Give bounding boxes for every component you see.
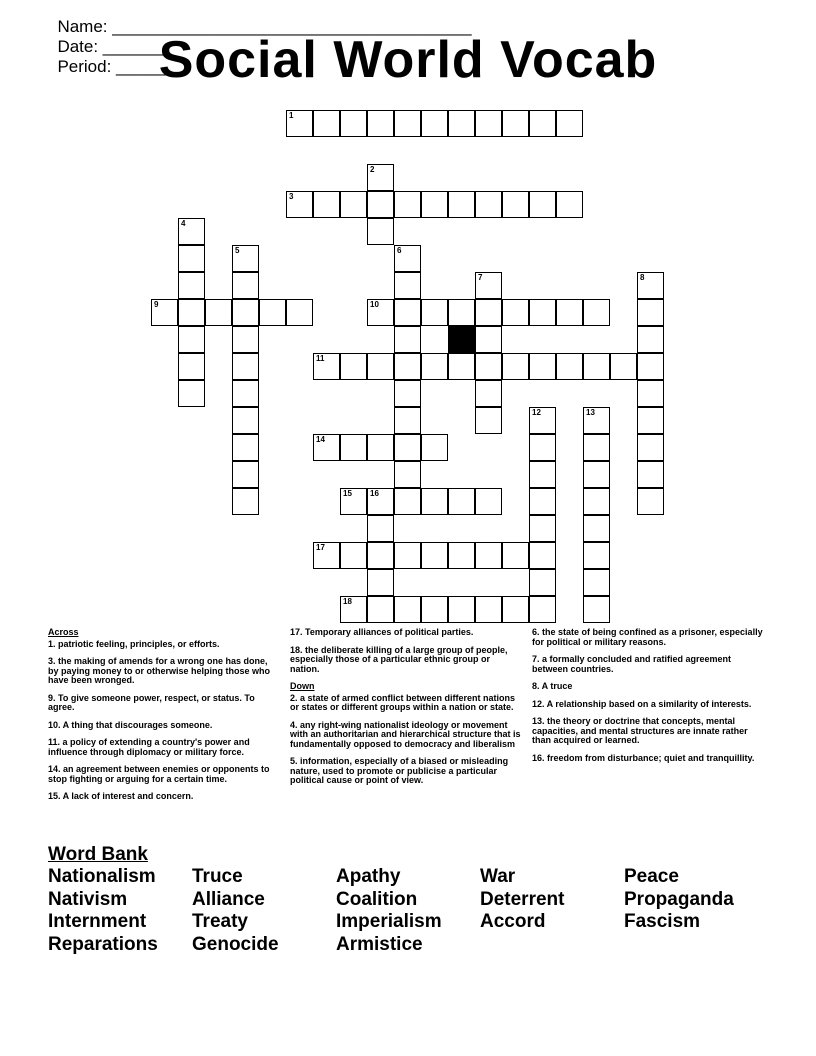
clue: 4. any right-wing nationalist ideology or movement with an authoritarian and hierarchical structure that is fundamentally opposed to democracy and liberalism: [290, 719, 521, 749]
grid-cell[interactable]: [367, 542, 394, 569]
clue-number: 18: [343, 597, 352, 606]
grid-cell[interactable]: [610, 353, 637, 380]
grid-cell[interactable]: [556, 299, 583, 326]
grid-cell[interactable]: [529, 542, 556, 569]
grid-cell[interactable]: [637, 434, 664, 461]
grid-cell[interactable]: [637, 326, 664, 353]
grid-cell[interactable]: [394, 542, 421, 569]
grid-cell[interactable]: [637, 272, 664, 299]
grid-cell[interactable]: [475, 380, 502, 407]
grid-cell[interactable]: [394, 326, 421, 353]
grid-cell[interactable]: [637, 353, 664, 380]
grid-cell[interactable]: [313, 110, 340, 137]
page-title: Social World Vocab: [158, 31, 658, 89]
grid-cell[interactable]: [637, 380, 664, 407]
clue: 8. A truce: [532, 681, 573, 691]
grid-cell[interactable]: [286, 191, 313, 218]
clue: 13. the theory or doctrine that concepts, mental capacities, and mental structures are innate rather than acquired or learned.: [532, 716, 748, 745]
grid-cell[interactable]: [583, 596, 610, 623]
clue-number: 3: [289, 192, 294, 201]
clue-number: 17: [316, 543, 325, 552]
clue: 7. a formally concluded and ratified agreement between countries.: [532, 654, 732, 674]
clue: 2. a state of armed conflict between different nations or states or different groups within a nation or state.: [290, 692, 516, 712]
word-bank-word: Nativism: [48, 888, 128, 910]
grid-cell[interactable]: [583, 461, 610, 488]
grid-cell[interactable]: [394, 488, 421, 515]
grid-cell[interactable]: [421, 434, 448, 461]
grid-cell[interactable]: [421, 488, 448, 515]
grid-cell[interactable]: [367, 164, 394, 191]
clue: 17. Temporary alliances of political parties.: [290, 627, 474, 637]
word-bank-word: Imperialism: [336, 911, 442, 933]
clue-number: 9: [154, 300, 159, 309]
clue-number: 16: [370, 489, 379, 498]
clues-column-2: [290, 628, 522, 794]
grid-cell[interactable]: [448, 299, 475, 326]
clue-number: 11: [316, 354, 325, 363]
grid-cell[interactable]: [421, 353, 448, 380]
grid-cell[interactable]: [232, 245, 259, 272]
grid-cell[interactable]: [529, 515, 556, 542]
clues-column-3: [532, 628, 764, 771]
clue-number: 1: [289, 111, 294, 120]
grid-cell[interactable]: [340, 191, 367, 218]
grid-cell[interactable]: [232, 407, 259, 434]
grid-cell[interactable]: [421, 596, 448, 623]
clue: 1. patriotic feeling, principles, or efforts.: [48, 638, 220, 649]
clue-number: 4: [181, 219, 186, 228]
grid-cell[interactable]: [178, 353, 205, 380]
grid-cell[interactable]: [583, 569, 610, 596]
grid-cell[interactable]: [367, 488, 394, 515]
grid-cell[interactable]: [475, 191, 502, 218]
grid-cell[interactable]: [448, 353, 475, 380]
word-bank-word: Nationalism: [48, 866, 156, 887]
grid-cell[interactable]: [583, 299, 610, 326]
grid-cell[interactable]: [232, 488, 259, 515]
clue: 9. To give someone power, respect, or status. To agree.: [48, 692, 255, 712]
grid-cell[interactable]: [367, 569, 394, 596]
clue-number: 8: [640, 273, 645, 282]
grid-cell[interactable]: [529, 353, 556, 380]
grid-cell[interactable]: [475, 596, 502, 623]
down-heading: Down: [290, 681, 315, 691]
grid-cell[interactable]: [286, 299, 313, 326]
name-field[interactable]: Name: ______________________________________: [57, 17, 472, 36]
clue-number: 14: [316, 435, 325, 444]
grid-cell[interactable]: [367, 191, 394, 218]
word-bank-word: Internment: [48, 911, 147, 933]
grid-cell[interactable]: [529, 434, 556, 461]
grid-cell[interactable]: [637, 488, 664, 515]
grid-cell[interactable]: [178, 299, 205, 326]
grid-cell[interactable]: [232, 272, 259, 299]
word-bank-word: Deterrent: [480, 888, 565, 910]
clue-number: 15: [343, 489, 352, 498]
grid-cell[interactable]: [394, 110, 421, 137]
clues-column-1: [48, 628, 280, 810]
grid-cell[interactable]: [394, 272, 421, 299]
grid-cell[interactable]: [340, 353, 367, 380]
grid-cell[interactable]: [340, 110, 367, 137]
clue-number: 13: [586, 408, 595, 417]
grid-cell[interactable]: [421, 110, 448, 137]
clue: 11. a policy of extending a country's power and influence through diplomacy or military force.: [48, 737, 250, 757]
clue: 12. A relationship based on a similarity of interests.: [532, 698, 752, 709]
grid-cell[interactable]: [502, 542, 529, 569]
grid-cell[interactable]: [394, 191, 421, 218]
word-bank-word: Reparations: [48, 934, 158, 956]
grid-cell[interactable]: [502, 299, 529, 326]
word-bank-word: Fascism: [624, 911, 701, 933]
grid-cell[interactable]: [394, 434, 421, 461]
grid-cell[interactable]: [286, 110, 313, 137]
grid-cell[interactable]: [394, 245, 421, 272]
grid-cell[interactable]: [529, 299, 556, 326]
grid-cell[interactable]: [313, 353, 340, 380]
grid-cell[interactable]: [529, 110, 556, 137]
grid-cell[interactable]: [529, 488, 556, 515]
grid-cell[interactable]: [448, 542, 475, 569]
date-field[interactable]: Date: _______: [57, 37, 169, 56]
grid-cell[interactable]: [340, 434, 367, 461]
grid-cell[interactable]: [232, 299, 259, 326]
period-field[interactable]: Period: _______: [57, 57, 183, 76]
grid-cell[interactable]: [232, 326, 259, 353]
grid-cell[interactable]: [529, 596, 556, 623]
grid-cell[interactable]: [394, 299, 421, 326]
word-bank-word: War: [480, 866, 516, 887]
clue-number: 10: [370, 300, 379, 309]
grid-cell[interactable]: [367, 353, 394, 380]
grid-cell[interactable]: [178, 218, 205, 245]
grid-cell[interactable]: [475, 488, 502, 515]
word-bank-word: Accord: [480, 911, 546, 933]
word-bank-word: Coalition: [336, 888, 418, 910]
grid-cell[interactable]: [232, 461, 259, 488]
word-bank-word: Armistice: [336, 934, 423, 956]
clue: 6. the state of being confined as a prisoner, especially for political or military reasons.: [532, 627, 763, 647]
grid-cell[interactable]: [475, 353, 502, 380]
clue: 14. an agreement between enemies or opponents to stop fighting or arguing for a certain time.: [48, 764, 270, 784]
grid-cell[interactable]: [448, 596, 475, 623]
clue-number: 6: [397, 246, 402, 255]
grid-cell[interactable]: [583, 353, 610, 380]
grid-cell[interactable]: [637, 461, 664, 488]
grid-cell[interactable]: [502, 353, 529, 380]
grid-cell[interactable]: [367, 299, 394, 326]
grid-cell[interactable]: [232, 353, 259, 380]
grid-cell[interactable]: [178, 380, 205, 407]
clue: 15. A lack of interest and concern.: [48, 791, 194, 801]
word-bank-word: Apathy: [336, 866, 401, 887]
word-bank-word: Treaty: [192, 911, 248, 933]
grid-cell[interactable]: [178, 245, 205, 272]
grid-cell[interactable]: [205, 299, 232, 326]
grid-cell[interactable]: [637, 407, 664, 434]
grid-cell[interactable]: [178, 326, 205, 353]
grid-cell[interactable]: [367, 596, 394, 623]
grid-cell[interactable]: [475, 272, 502, 299]
grid-cell[interactable]: [583, 488, 610, 515]
clue-number: 5: [235, 246, 240, 255]
word-bank-word: Peace: [624, 866, 679, 887]
grid-cell[interactable]: [583, 407, 610, 434]
word-bank-word: Alliance: [192, 888, 265, 910]
grid-cell[interactable]: [313, 434, 340, 461]
grid-cell[interactable]: [529, 461, 556, 488]
grid-cell[interactable]: [448, 488, 475, 515]
grid-cell[interactable]: [529, 191, 556, 218]
grid-cell[interactable]: [394, 407, 421, 434]
clue-number: 12: [532, 408, 541, 417]
grid-cell[interactable]: [448, 191, 475, 218]
grid-cell[interactable]: [340, 542, 367, 569]
grid-cell[interactable]: [475, 542, 502, 569]
clue-number: 7: [478, 273, 483, 282]
grid-cell[interactable]: [367, 434, 394, 461]
grid-cell[interactable]: [232, 380, 259, 407]
grid-cell[interactable]: [394, 353, 421, 380]
grid-cell[interactable]: [421, 542, 448, 569]
clue: 5. information, especially of a biased or misleading nature, used to promote or publicise a particular political cause or point of view.: [290, 756, 509, 785]
word-bank-word: Propaganda: [624, 888, 734, 910]
grid-cell[interactable]: [583, 515, 610, 542]
across-heading: Across: [48, 627, 79, 637]
clue: 10. A thing that discourages someone.: [48, 719, 213, 730]
grid-cell[interactable]: [367, 218, 394, 245]
clue: 18. the deliberate killing of a large group of people, especially those of a particular ethnic group or nation.: [290, 644, 508, 674]
grid-cell[interactable]: [340, 488, 367, 515]
grid-cell[interactable]: [475, 326, 502, 353]
grid-cell[interactable]: [178, 272, 205, 299]
grid-cell[interactable]: [421, 191, 448, 218]
grid-cell[interactable]: [502, 596, 529, 623]
grid-cell[interactable]: [556, 191, 583, 218]
grid-cell[interactable]: [340, 596, 367, 623]
grid-cell[interactable]: [394, 461, 421, 488]
grid-cell[interactable]: [556, 353, 583, 380]
grid-cell[interactable]: [502, 191, 529, 218]
grid-cell[interactable]: [556, 110, 583, 137]
grid-cell[interactable]: [232, 434, 259, 461]
grid-cell[interactable]: [313, 542, 340, 569]
word-bank: [48, 866, 788, 957]
grid-cell[interactable]: [583, 434, 610, 461]
grid-cell[interactable]: [583, 542, 610, 569]
grid-cell[interactable]: [394, 380, 421, 407]
grid-cell[interactable]: [475, 299, 502, 326]
grid-cell[interactable]: [394, 596, 421, 623]
grid-cell[interactable]: [259, 299, 286, 326]
grid-cell[interactable]: [529, 407, 556, 434]
clue: 3. the making of amends for a wrong one has done, by paying money to or otherwise helping those who have been wronged.: [48, 656, 271, 685]
grid-cell[interactable]: [421, 299, 448, 326]
word-bank-title: Word Bank: [48, 844, 148, 865]
grid-cell[interactable]: [151, 299, 178, 326]
grid-cell[interactable]: [367, 515, 394, 542]
clue-number: 2: [370, 165, 375, 174]
grid-cell[interactable]: [448, 110, 475, 137]
grid-cell[interactable]: [502, 110, 529, 137]
grid-cell[interactable]: [475, 407, 502, 434]
grid-cell[interactable]: [367, 110, 394, 137]
grid-cell[interactable]: [637, 299, 664, 326]
grid-cell[interactable]: [529, 569, 556, 596]
clue: 16. freedom from disturbance; quiet and tranquillity.: [532, 752, 755, 763]
grid-cell[interactable]: [313, 191, 340, 218]
word-bank-word: Genocide: [192, 934, 279, 956]
grid-block: [448, 326, 475, 353]
word-bank-word: Truce: [192, 866, 243, 887]
grid-cell[interactable]: [475, 110, 502, 137]
